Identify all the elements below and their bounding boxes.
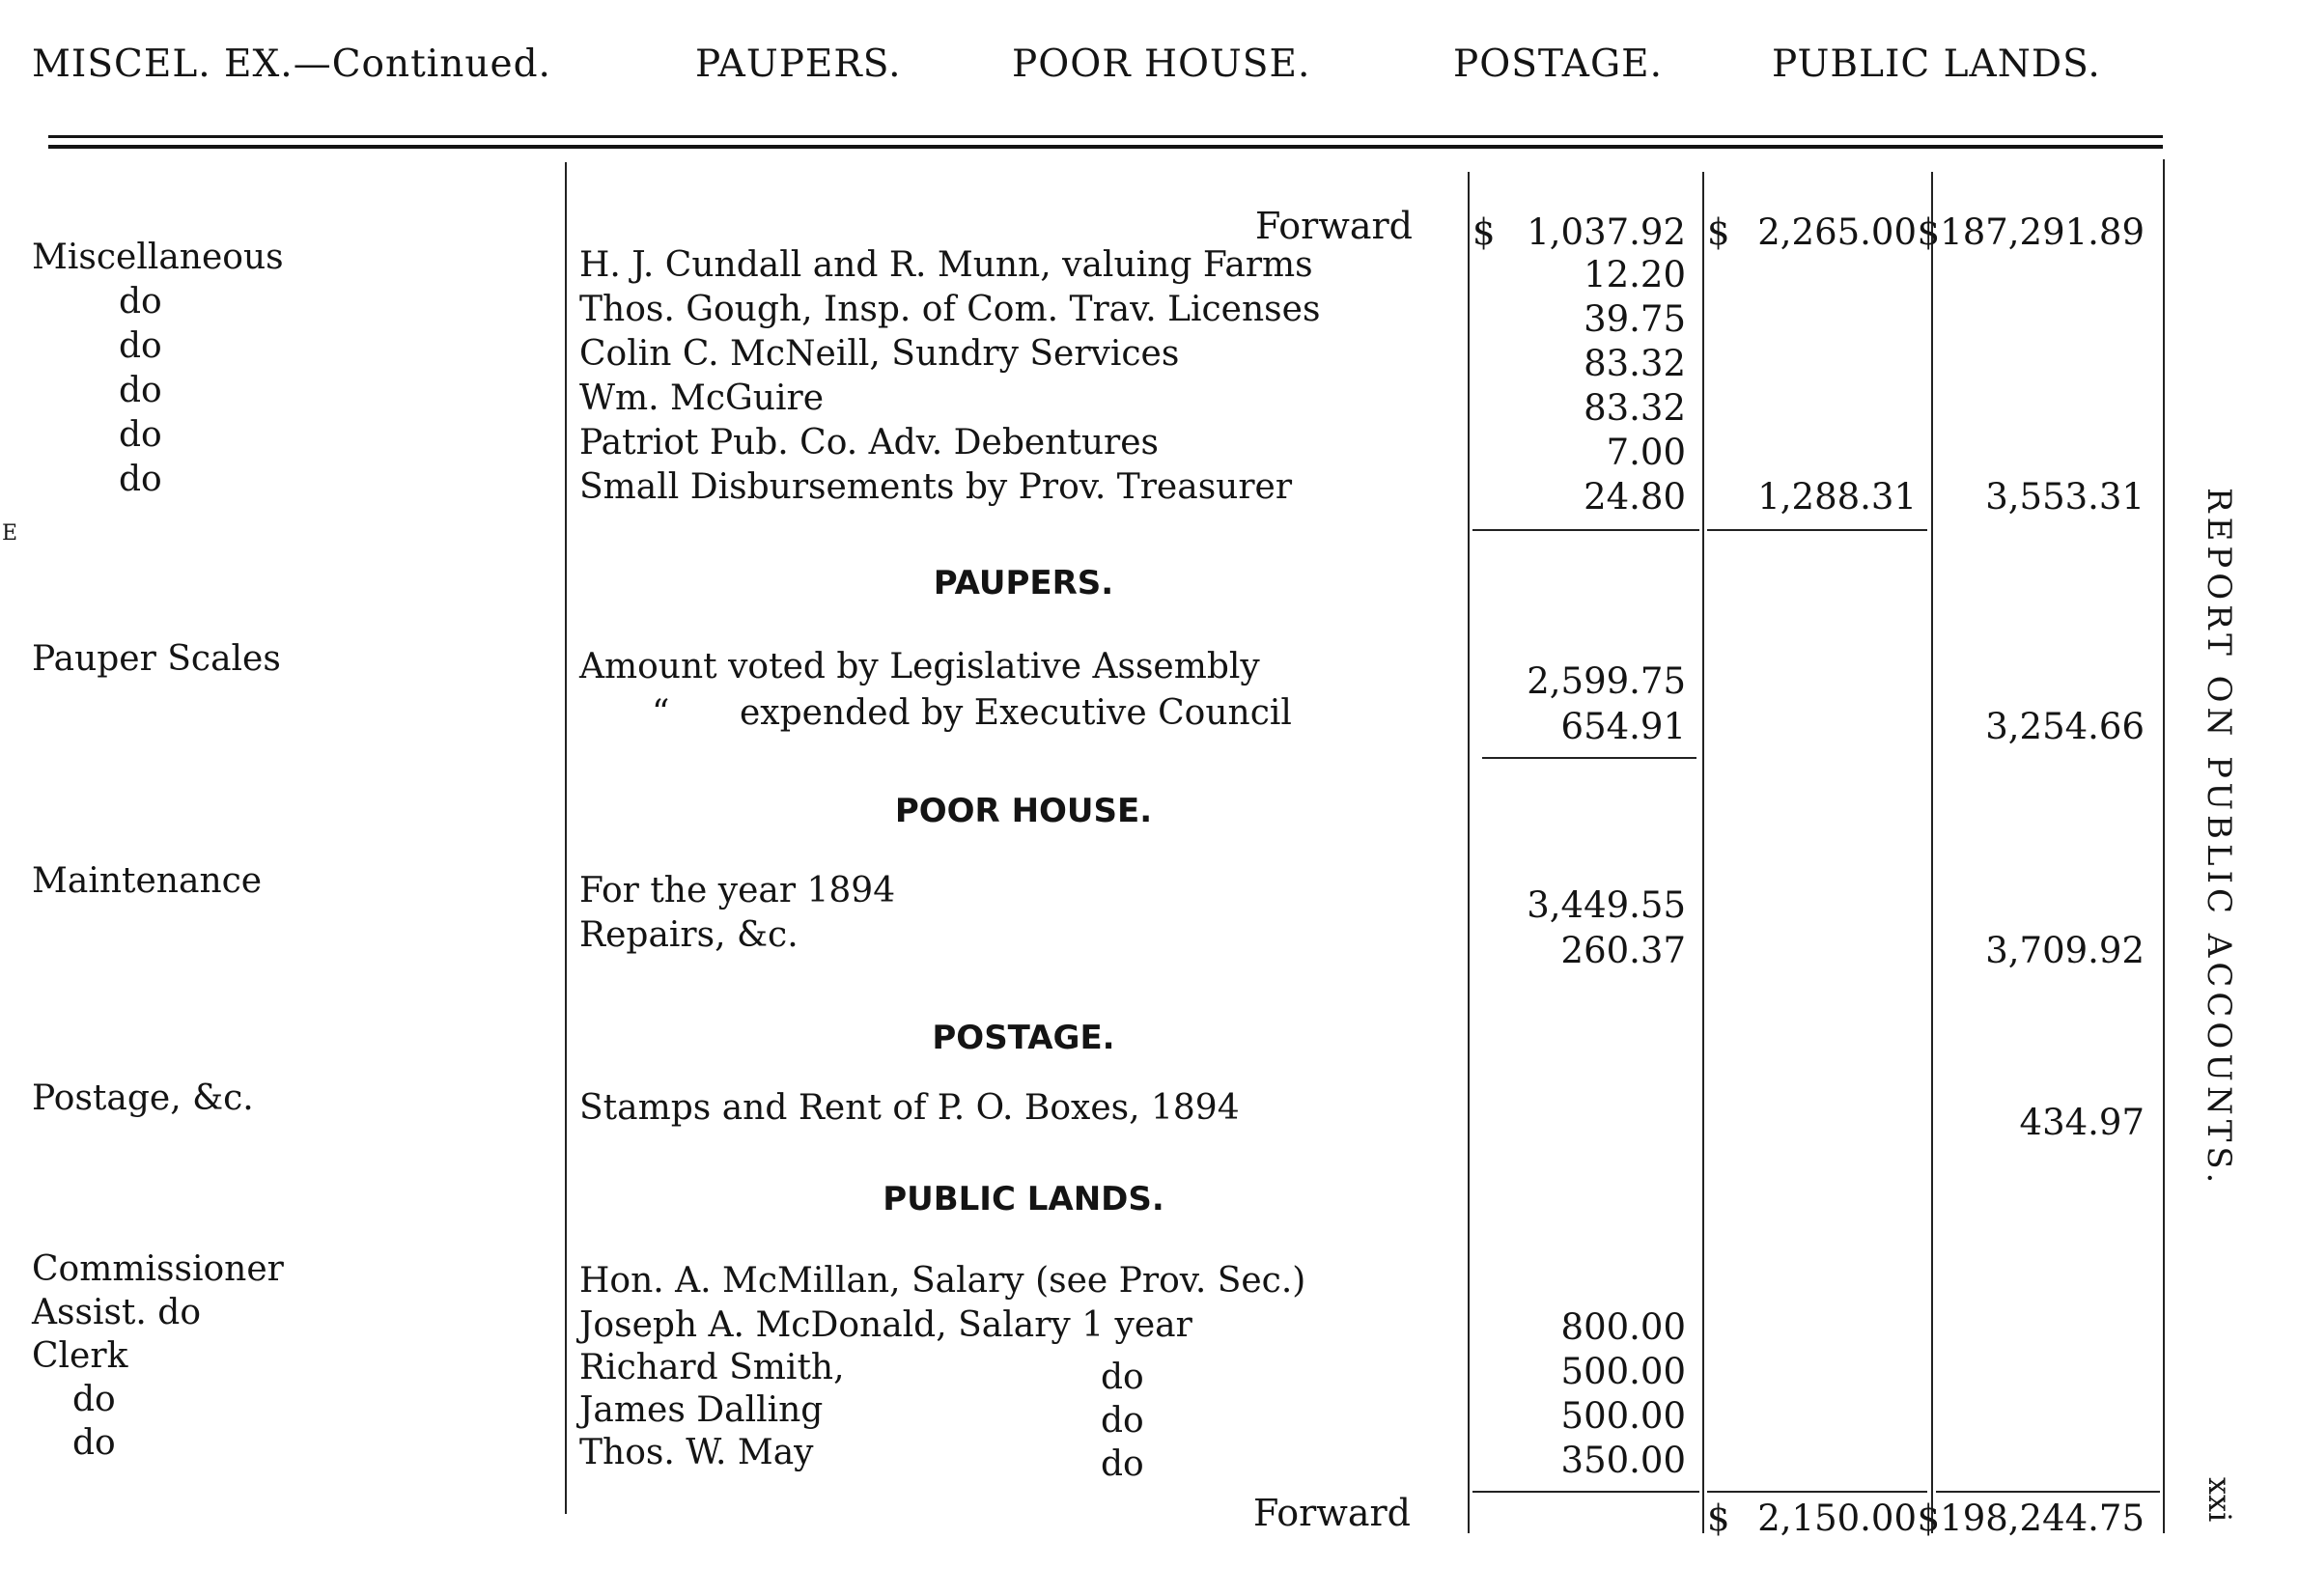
forward-top-dollar-c2: $: [1707, 211, 1730, 253]
misc-item-amount: 24.80: [1584, 476, 1686, 518]
publiclands-item-amount: 500.00: [1560, 1395, 1686, 1437]
publiclands-item-amount: 800.00: [1560, 1306, 1686, 1348]
category-pauper-scales: Pauper Scales: [32, 639, 281, 679]
margin-mark: E: [2, 521, 18, 546]
header-public-lands: PUBLIC LANDS.: [1772, 42, 2101, 86]
misc-subtotal: 1,288.31: [1757, 476, 1917, 518]
category-assistant: Assist. do: [32, 1293, 202, 1332]
postage-line1: Stamps and Rent of P. O. Boxes, 1894: [579, 1088, 1240, 1128]
misc-underline-c1: [1472, 529, 1699, 531]
publiclands-ditto: do: [1101, 1444, 1144, 1484]
forward-top-c2: 2,265.00: [1757, 211, 1917, 253]
misc-item-amount: 83.32: [1584, 343, 1686, 384]
column-divider-desc: [565, 162, 567, 1514]
publiclands-item-desc: Thos. W. May: [579, 1433, 814, 1472]
paupers-ditto-mark: “: [652, 693, 670, 733]
section-title-paupers: PAUPERS.: [933, 564, 1114, 602]
misc-item-amount: 12.20: [1584, 254, 1686, 295]
forward-bottom-c3: $198,244.75: [1917, 1498, 2145, 1539]
header-rule-bottom: [48, 145, 2163, 149]
publiclands-item-amount: 500.00: [1560, 1351, 1686, 1392]
column-divider-c1: [1468, 172, 1470, 1533]
column-divider-c3: [1931, 172, 1933, 1533]
category-ditto: do: [119, 326, 162, 366]
publiclands-item-amount: 350.00: [1560, 1440, 1686, 1481]
publiclands-item-desc: Joseph A. McDonald, Salary 1 year: [579, 1305, 1192, 1345]
forward-bottom-c2: 2,150.00: [1757, 1498, 1917, 1539]
forward-bottom-rule-c2: [1707, 1491, 1927, 1493]
publiclands-ditto: do: [1101, 1401, 1144, 1441]
header-poor-house: POOR HOUSE.: [1012, 42, 1311, 86]
poorhouse-line2-amount: 260.37: [1560, 930, 1686, 971]
poorhouse-total: 3,709.92: [1985, 930, 2145, 971]
page-number-text: xxi: [2201, 1477, 2238, 1523]
publiclands-item-desc: Richard Smith,: [579, 1348, 845, 1387]
category-commissioner: Commissioner: [32, 1249, 284, 1289]
paupers-line1: Amount voted by Legislative Assembly: [579, 647, 1260, 686]
column-divider-right: [2163, 159, 2165, 1533]
publiclands-item-desc: James Dalling: [579, 1390, 824, 1430]
misc-item-amount: 83.32: [1584, 387, 1686, 429]
header-postage: POSTAGE.: [1453, 42, 1663, 86]
category-clerk: Clerk: [32, 1336, 128, 1376]
category-ditto: do: [72, 1423, 116, 1463]
forward-bottom-dollar: $: [1707, 1498, 1730, 1539]
category-ditto: do: [119, 282, 162, 322]
paupers-line2: expended by Executive Council: [740, 693, 1292, 733]
category-maintenance: Maintenance: [32, 861, 263, 901]
misc-item-desc: Thos. Gough, Insp. of Com. Trav. Licenses: [579, 290, 1321, 329]
header-miscel: MISCEL. EX.—Continued.: [32, 42, 551, 86]
forward-bottom-rule-c1: [1472, 1491, 1699, 1493]
header-rule-top: [48, 135, 2163, 138]
category-ditto: do: [119, 460, 162, 499]
category-ditto: do: [119, 415, 162, 455]
publiclands-ditto: do: [1101, 1358, 1144, 1397]
misc-total: 3,553.31: [1985, 476, 2145, 518]
forward-top-c1: 1,037.92: [1527, 211, 1686, 253]
forward-top-dollar-c1: $: [1472, 211, 1496, 253]
paupers-underline: [1482, 757, 1696, 759]
section-title-postage: POSTAGE.: [932, 1019, 1115, 1057]
side-running-head-text: REPORT ON PUBLIC ACCOUNTS.: [2200, 488, 2238, 1189]
forward-top-c3: $187,291.89: [1917, 211, 2145, 253]
forward-top-label: Forward: [1255, 205, 1414, 247]
misc-item-desc: Patriot Pub. Co. Adv. Debentures: [579, 423, 1159, 462]
forward-bottom-rule-c3: [1936, 1491, 2160, 1493]
postage-total: 434.97: [2019, 1102, 2145, 1143]
poorhouse-line2: Repairs, &c.: [579, 915, 799, 955]
category-ditto: do: [72, 1380, 116, 1419]
misc-item-desc: Small Disbursements by Prov. Treasurer: [579, 467, 1293, 507]
misc-item-desc: Wm. McGuire: [579, 378, 825, 418]
category-postage: Postage, &c.: [32, 1078, 254, 1118]
category-ditto: do: [119, 371, 162, 410]
misc-item-desc: Colin C. McNeill, Sundry Services: [579, 334, 1180, 374]
column-divider-c2: [1702, 172, 1704, 1533]
section-title-poor-house: POOR HOUSE.: [894, 792, 1153, 830]
misc-item-desc: H. J. Cundall and R. Munn, valuing Farms: [579, 245, 1313, 285]
misc-underline-c2: [1707, 529, 1927, 531]
misc-item-amount: 39.75: [1584, 298, 1686, 340]
paupers-total: 3,254.66: [1985, 706, 2145, 747]
header-paupers: PAUPERS.: [695, 42, 902, 86]
forward-bottom-label: Forward: [1253, 1492, 1412, 1534]
misc-item-amount: 7.00: [1606, 432, 1686, 473]
paupers-line1-amount: 2,599.75: [1527, 660, 1686, 702]
poorhouse-line1: For the year 1894: [579, 871, 896, 910]
poorhouse-line1-amount: 3,449.55: [1527, 884, 1686, 926]
publiclands-item-desc: Hon. A. McMillan, Salary (see Prov. Sec.): [579, 1261, 1306, 1301]
paupers-line2-amount: 654.91: [1560, 706, 1686, 747]
category-miscellaneous: Miscellaneous: [32, 238, 284, 277]
section-title-public-lands: PUBLIC LANDS.: [883, 1180, 1164, 1218]
